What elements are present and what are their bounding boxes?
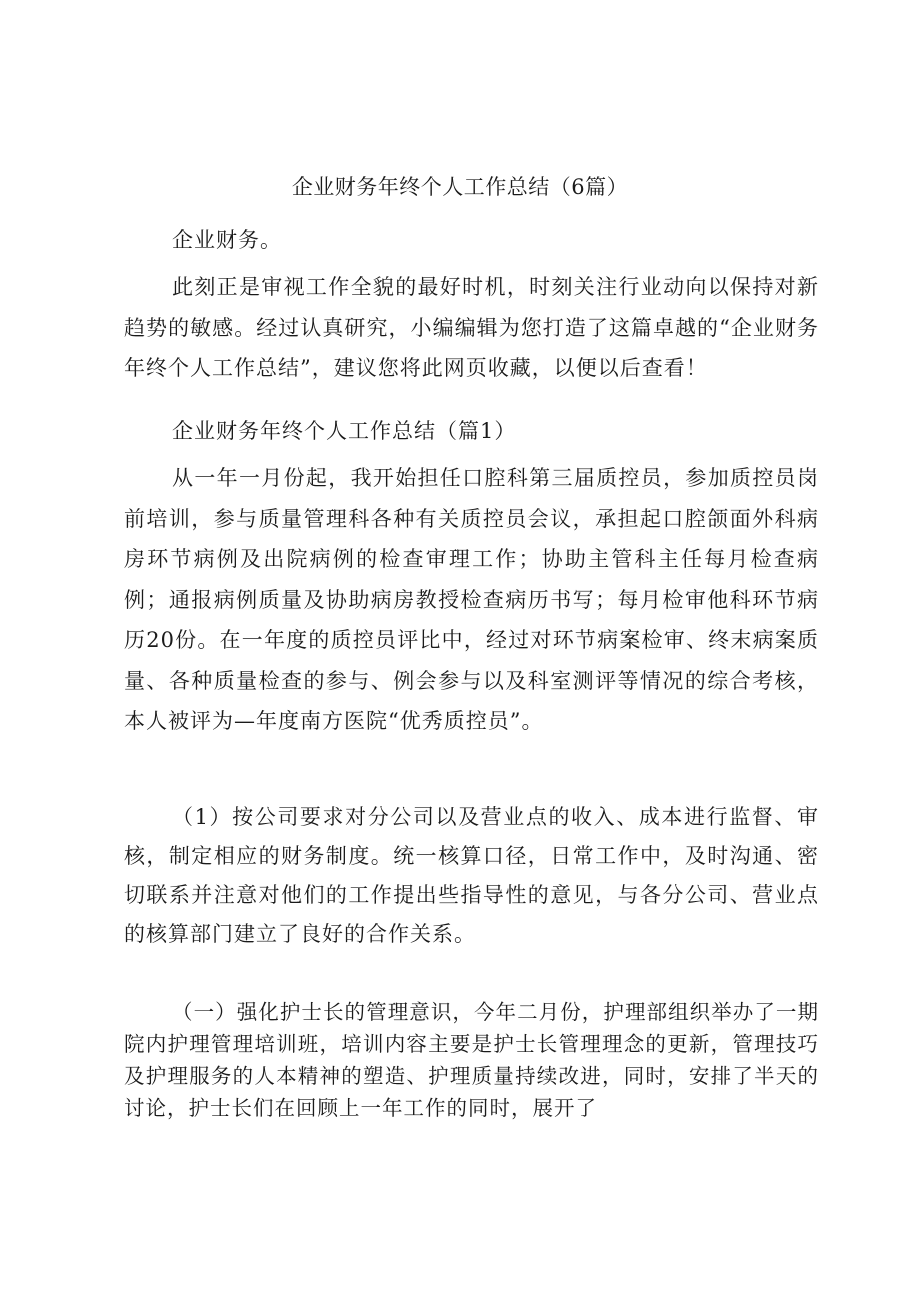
paragraph-body-2: （1）按公司要求对分公司以及营业点的收入、成本进行监督、审核，制定相应的财务制度。统一核算口径，日常工作中，及时沟通、密切联系并注意对他们的工作提出些指导性的意见，与各分公司、营业点的核算部门建立了良好的合作关系。 (124, 805, 819, 946)
document-title: 企业财务年终个人工作总结（6篇） (291, 175, 629, 199)
paragraph-body-1: 从一年一月份起，我开始担任口腔科第三届质控员，参加质控员岗前培训，参与质量管理科各种有关质控员会议，承担起口腔颌面外科病房环节病例及出院病例的检查审理工作；协助主管科主任每月检查病例；通报病例质量及协助病房教授检查病历书写；每月检审他科环节病历20份。在一年度的质控员评比中，经过对环节病案检审、终末病案质量、各种质量检查的参与、例会参与以及科室测评等情况的综合考核，本人被评为—年度南方医院“优秀质控员”。 (124, 466, 819, 733)
paragraph-intro: 此刻正是审视工作全貌的最好时机，时刻关注行业动向以保持对新趋势的敏感。经过认真研究，小编编辑为您打造了这篇卓越的“企业财务年终个人工作总结”，建议您将此网页收藏，以便以后查看！ (124, 275, 819, 380)
section-heading-1: 企业财务年终个人工作总结（篇1） (172, 419, 517, 443)
paragraph-body-3: （一）强化护士长的管理意识，今年二月份，护理部组织举办了一期院内护理管理培训班，培训内容主要是护士长管理理念的更新，管理技巧及护理服务的人本精神的塑造、护理质量持续改进，同时，安排了半天的讨论，护士长们在回顾上一年工作的同时，展开了 (124, 1000, 819, 1120)
paragraph-intro-label: 企业财务。 (172, 228, 282, 252)
